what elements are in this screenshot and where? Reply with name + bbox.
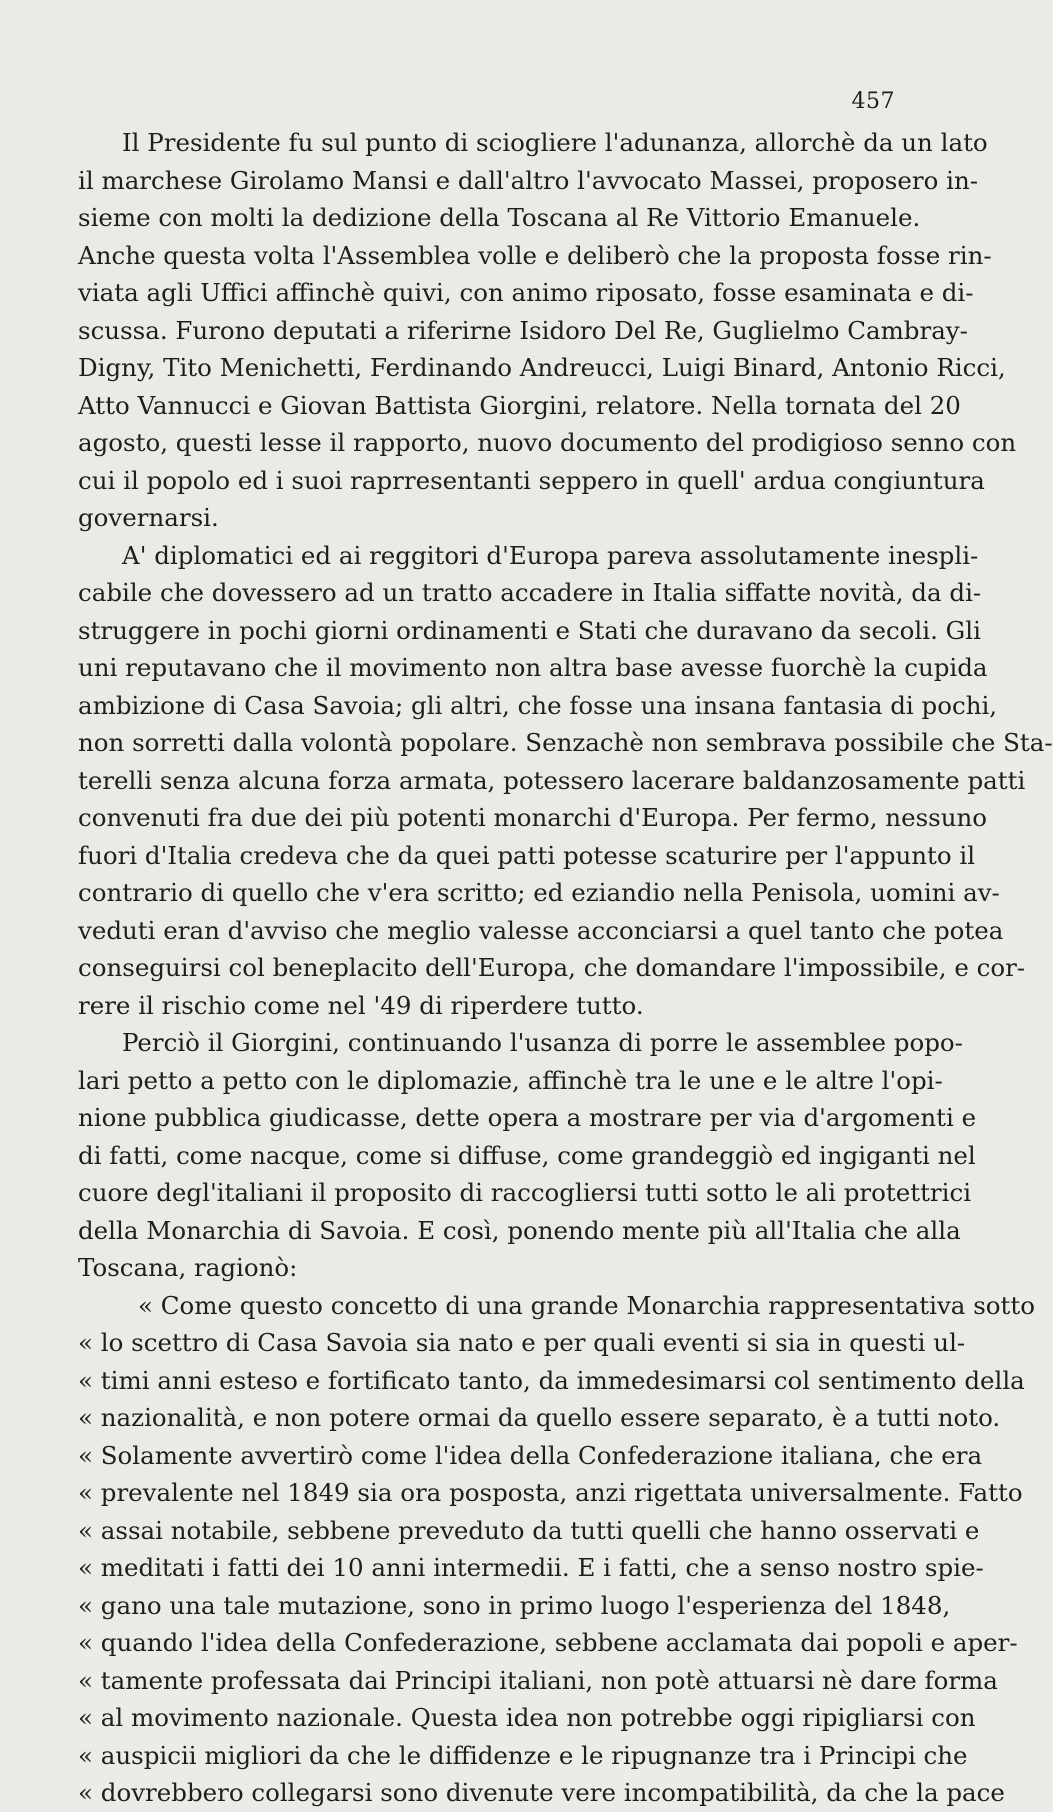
text-line: rere il rischio come nel '49 di riperdere tutto. bbox=[78, 990, 644, 1020]
text-line: struggere in pochi giorni ordinamenti e Stati che duravano da secoli. Gli bbox=[78, 615, 981, 645]
body-text bbox=[78, 124, 1053, 1812]
text-line: ambizione di Casa Savoia; gli altri, che fosse una insana fantasia di pochi, bbox=[78, 690, 998, 720]
text-line: cuore degl'italiani il proposito di raccogliersi tutti sotto le ali protettrici bbox=[78, 1178, 972, 1207]
text-line: fuori d'Italia credeva che da quei patti potesse scaturire per l'appunto il bbox=[78, 840, 976, 870]
text-line: nione pubblica giudicasse, dette opera a mostrare per via d'argomenti e bbox=[78, 1103, 977, 1132]
text-line: « nazionalità, e non potere ormai da quello essere separato, è a tutti noto. bbox=[78, 1403, 1001, 1432]
text-line: « auspicii migliori da che le diffidenze e le ripugnanze tra i Principi che bbox=[78, 1740, 968, 1770]
text-line: « lo scettro di Casa Savoia sia nato e per quali eventi si sia in questi ul- bbox=[78, 1328, 966, 1357]
page-number: 457 bbox=[851, 89, 895, 114]
text-line: « dovrebbero collegarsi sono divenute vere incompatibilità, da che la pace bbox=[78, 1778, 1005, 1807]
text-line: Anche questa volta l'Assemblea volle e deliberò che la proposta fosse rin- bbox=[78, 240, 992, 270]
text-line: veduti eran d'avviso che meglio valesse acconciarsi a quel tanto che potea bbox=[78, 915, 1004, 945]
text-line: « gano una tale mutazione, sono in primo luogo l'esperienza del 1848, bbox=[78, 1590, 951, 1620]
text-line: « prevalente nel 1849 sia ora posposta, anzi rigettata universalmente. Fatto bbox=[78, 1478, 1023, 1507]
text-line: non sorretti dalla volontà popolare. Senzachè non sembrava possibile che Sta- bbox=[78, 728, 1053, 757]
text-line: « al movimento nazionale. Questa idea non potrebbe oggi ripigliarsi con bbox=[78, 1703, 976, 1732]
text-line: cui il popolo ed i suoi raprresentanti seppero in quell' ardua congiuntura bbox=[78, 465, 985, 495]
text-line: terelli senza alcuna forza armata, potessero lacerare baldanzosamente patti bbox=[78, 765, 1026, 795]
text-line: Atto Vannucci e Giovan Battista Giorgini, relatore. Nella tornata del 20 bbox=[78, 390, 961, 420]
text-line: « assai notabile, sebbene preveduto da tutti quelli che hanno osservati e bbox=[78, 1515, 980, 1545]
text-line: « meditati i fatti dei 10 anni intermedii. E i fatti, che a senso nostro spie- bbox=[78, 1553, 984, 1582]
text-line: viata agli Uffici affinchè quivi, con animo riposato, fosse esaminata e di- bbox=[78, 278, 974, 307]
text-line: lari petto a petto con le diplomazie, affinchè tra le une e le altre l'opi- bbox=[78, 1065, 943, 1095]
text-line: di fatti, come nacque, come si diffuse, come grandeggiò ed ingiganti nel bbox=[78, 1140, 976, 1170]
text-line: governarsi. bbox=[78, 503, 219, 532]
text-line: scussa. Furono deputati a riferirne Isidoro Del Re, Guglielmo Cambray- bbox=[78, 315, 968, 345]
text-line: il marchese Girolamo Mansi e dall'altro l'avvocato Massei, proposero in- bbox=[78, 165, 979, 195]
text-line: Perciò il Giorgini, continuando l'usanza di porre le assemblee popo- bbox=[122, 1028, 963, 1057]
text-line: della Monarchia di Savoia. E così, ponendo mente più all'Italia che alla bbox=[78, 1215, 961, 1245]
text-line: convenuti fra due dei più potenti monarchi d'Europa. Per fermo, nessuno bbox=[78, 803, 988, 832]
text-line: Il Presidente fu sul punto di sciogliere l'adunanza, allorchè da un lato bbox=[122, 128, 988, 157]
text-line: agosto, questi lesse il rapporto, nuovo documento del prodigioso senno con bbox=[78, 428, 1017, 457]
text-line: Digny, Tito Menichetti, Ferdinando Andreucci, Luigi Binard, Antonio Ricci, bbox=[78, 353, 1006, 382]
text-line: uni reputavano che il movimento non altra base avesse fuorchè la cupida bbox=[78, 653, 988, 682]
text-line: Toscana, ragionò: bbox=[78, 1253, 298, 1282]
text-line: « timi anni esteso e fortificato tanto, da immedesimarsi col sentimento della bbox=[78, 1365, 1025, 1395]
text-line: conseguirsi col beneplacito dell'Europa, che domandare l'impossibile, e cor- bbox=[78, 953, 1026, 982]
text-line: « Come questo concetto di una grande Monarchia rappresentativa sotto bbox=[138, 1290, 1035, 1320]
text-line: A' diplomatici ed ai reggitori d'Europa pareva assolutamente inespli- bbox=[122, 540, 979, 570]
text-line: sieme con molti la dedizione della Toscana al Re Vittorio Emanuele. bbox=[78, 203, 921, 232]
text-line: « tamente professata dai Principi italiani, non potè attuarsi nè dare forma bbox=[78, 1665, 998, 1695]
text-line: contrario di quello che v'era scritto; ed eziandio nella Penisola, uomini av- bbox=[78, 878, 1000, 907]
text-line: « quando l'idea della Confederazione, sebbene acclamata dai popoli e aper- bbox=[78, 1628, 1018, 1657]
text-line: cabile che dovessero ad un tratto accadere in Italia siffatte novità, da di- bbox=[78, 578, 982, 607]
text-line: « Solamente avvertirò come l'idea della Confederazione italiana, che era bbox=[78, 1440, 983, 1470]
